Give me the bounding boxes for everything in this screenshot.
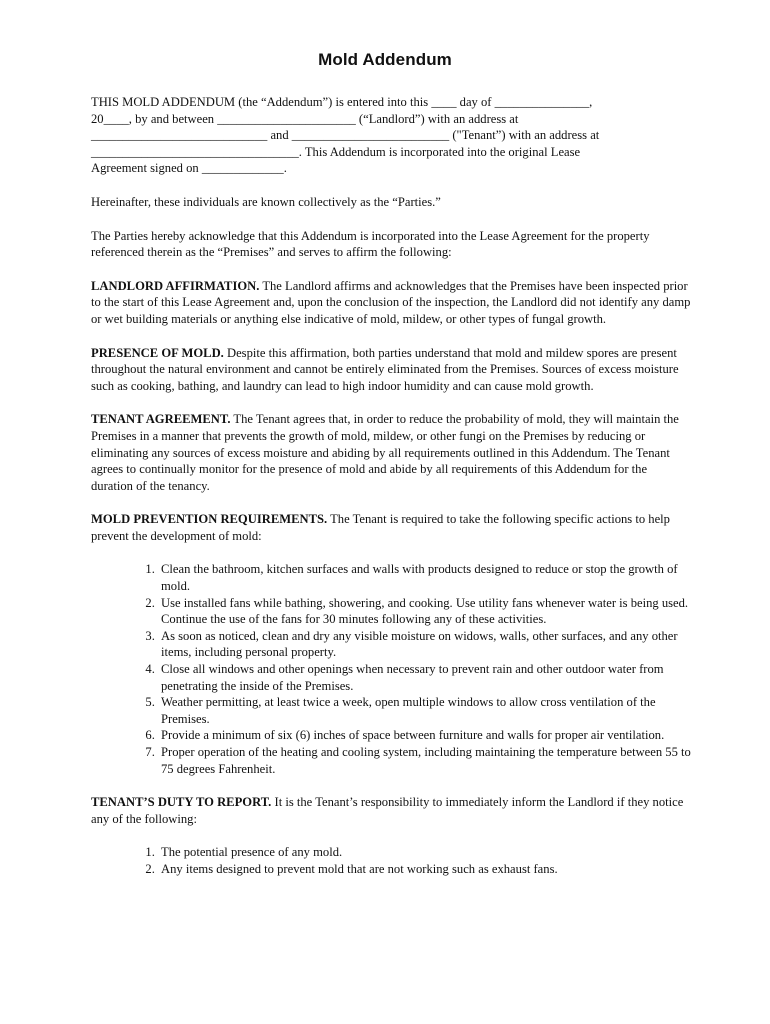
section-text: The Landlord affirms and acknowledges that the Premises have been inspected prior to the start of this Lease Agreement and, upon the conclusion of the inspection, the Landlord did not identify any damp or wet building materials or anything else indicative of mold, mildew, or other types of fungal growth.: [91, 278, 691, 326]
list-item: 3. As soon as noticed, clean and dry any visible moisture on widows, walls, other surfaces, and any other items, including personal property.: [158, 628, 691, 661]
section-text: It is the Tenant’s responsibility to immediately inform the Landlord if they notice any of the following:: [91, 795, 684, 826]
intro-line: _________________________________. This Addendum is incorporated into the original Lease: [91, 144, 581, 159]
document-title: Mold Addendum: [318, 50, 452, 69]
parties-paragraph: The Parties hereby acknowledge that this Addendum is incorporated into the Lease Agreement for the property referenced therein as the “Premises” and serves to affirm the following:: [91, 228, 650, 260]
mold-prevention-paragraph: [91, 511, 691, 544]
list-item: 1. The potential presence of any mold.: [158, 844, 691, 861]
section-heading: PRESENCE OF MOLD.: [91, 345, 224, 360]
prevention-list: [91, 561, 691, 777]
list-item: 4. Close all windows and other openings when necessary to prevent rain and other outdoor water from penetrating the inside of the Premises.: [158, 661, 691, 694]
tenant-agreement-paragraph: [91, 411, 691, 494]
list-item: 5. Weather permitting, at least twice a week, open multiple windows to allow cross ventilation of the Premises.: [158, 694, 691, 727]
section-text: Despite this affirmation, both parties understand that mold and mildew spores are present throughout the natural environment and cannot be entirely eliminated from the Premises. Sources of excess moisture such as cooking, bathing, and laundry can lead to high indoor humidity and can cause mold growth.: [91, 345, 679, 393]
intro-paragraph: [91, 94, 691, 177]
intro-line: 20____, by and between ______________________ (“Landlord”) with an address at: [91, 111, 519, 126]
document-body: [91, 94, 691, 895]
section-heading: LANDLORD AFFIRMATION.: [91, 278, 260, 293]
list-item: 2. Any items designed to prevent mold that are not working such as exhaust fans.: [158, 861, 691, 878]
section-heading: TENANT’S DUTY TO REPORT.: [91, 795, 272, 810]
duty-to-report-paragraph: [91, 794, 691, 827]
list-item: 6. Provide a minimum of six (6) inches of space between furniture and walls for proper air ventilation.: [158, 727, 691, 744]
list-item: 7. Proper operation of the heating and cooling system, including maintaining the temperature between 55 to 75 degrees Fahrenheit.: [158, 744, 691, 777]
landlord-affirmation-paragraph: [91, 278, 691, 328]
section-text: The Tenant is required to take the following specific actions to help prevent the development of mold:: [91, 512, 670, 543]
hereinafter-paragraph: Hereinafter, these individuals are known collectively as the “Parties.”: [91, 194, 441, 209]
intro-line: ____________________________ and _________________________ ("Tenant”) with an address at: [91, 128, 600, 143]
section-heading: MOLD PREVENTION REQUIREMENTS.: [91, 512, 328, 527]
intro-line: THIS MOLD ADDENDUM (the “Addendum”) is entered into this ____ day of _______________,: [91, 95, 593, 109]
report-list: [91, 844, 691, 877]
section-heading: TENANT AGREEMENT.: [91, 412, 231, 427]
intro-line: Agreement signed on _____________.: [91, 161, 287, 176]
presence-of-mold-paragraph: [91, 345, 691, 395]
list-item: 1. Clean the bathroom, kitchen surfaces and walls with products designed to reduce or stop the growth of mold.: [158, 561, 691, 594]
list-item: 2. Use installed fans while bathing, showering, and cooking. Use utility fans whenever water is being used. Continue the use of the fans for 30 minutes following any of these activities.: [158, 595, 691, 628]
section-text: The Tenant agrees that, in order to reduce the probability of mold, they will maintain the Premises in a manner that prevents the growth of mold, mildew, or other fungi on the Premises by reducing or eliminating any sources of excess moisture and abiding by all requirements outlined in this Addendum. The Tenant agrees to continually monitor for the presence of mold and abide by all requirements of this Addendum for the duration of the tenancy.: [91, 412, 679, 493]
